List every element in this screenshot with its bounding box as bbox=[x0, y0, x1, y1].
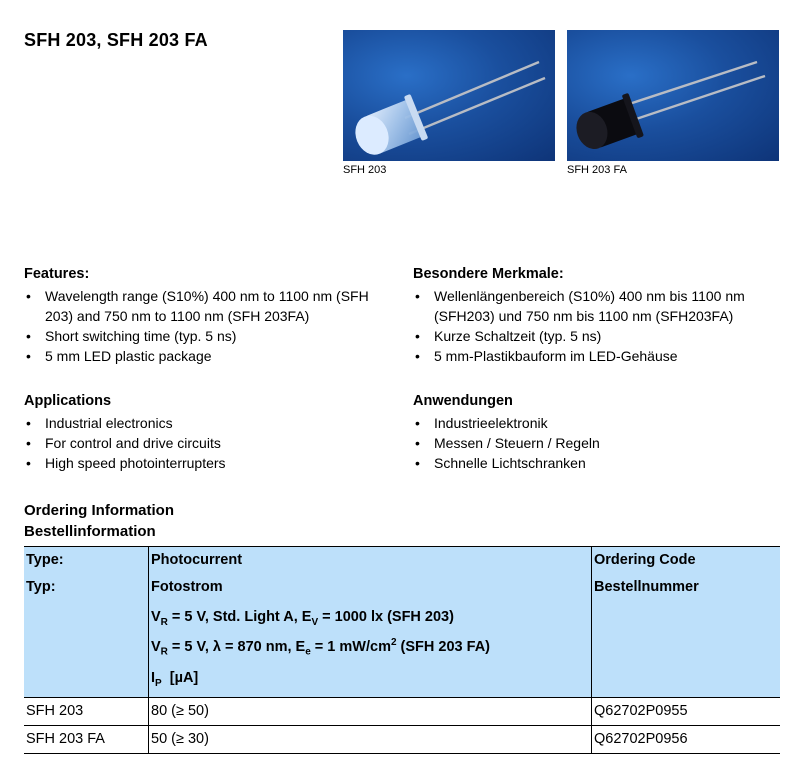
list-item: • For control and drive circuits bbox=[24, 433, 394, 453]
clear-led-icon bbox=[343, 30, 555, 161]
table-row bbox=[24, 725, 780, 753]
page-title: SFH 203, SFH 203 FA bbox=[24, 30, 208, 50]
ordering-table bbox=[24, 546, 780, 754]
header-photocurrent-en: Photocurrent bbox=[151, 552, 243, 568]
ordering-heading-en: Ordering Information bbox=[24, 502, 174, 519]
list-item: • Messen / Steuern / Regeln bbox=[413, 433, 788, 453]
list-item: • Industrieelektronik bbox=[413, 413, 788, 433]
type-cell: SFH 203 bbox=[24, 697, 149, 725]
list-item: • 5 mm-Plastikbauform im LED-Gehäuse bbox=[413, 346, 788, 366]
merkmale-heading: Besondere Merkmale: bbox=[413, 266, 564, 282]
merkmale-list bbox=[413, 286, 788, 366]
list-item: • Short switching time (typ. 5 ns) bbox=[24, 326, 394, 346]
ordering-heading-de: Bestellinformation bbox=[24, 523, 156, 540]
list-item: • Schnelle Lichtschranken bbox=[413, 453, 788, 473]
applications-heading: Applications bbox=[24, 393, 112, 409]
header-code-cell bbox=[592, 547, 781, 698]
list-item: • Wavelength range (S10%) 400 nm to 1100 nm (SFH 203) and 750 nm to 1100 nm (SFH 203FA) bbox=[24, 286, 394, 326]
list-item: • High speed photointerrupters bbox=[24, 453, 394, 473]
list-item: • Wellenlängenbereich (S10%) 400 nm bis 1100 nm (SFH203) und 750 nm bis 1100 nm (SFH203FA) bbox=[413, 286, 788, 326]
photo-caption-sfh203: SFH 203 bbox=[343, 164, 387, 176]
applications-list bbox=[24, 413, 394, 473]
header-type-de: Typ: bbox=[26, 579, 56, 595]
black-led-icon bbox=[567, 30, 779, 161]
table-row bbox=[24, 697, 780, 725]
condition-sfh203fa: $V_R = 5$ V, λ = 870 nm, $E_e = 1$ $mW/cm^2$ (SFH 203 FA) bbox=[151, 636, 490, 658]
ordering-code-cell: Q62702P0955 bbox=[592, 697, 781, 725]
list-item: • 5 mm LED plastic package bbox=[24, 346, 394, 366]
photo-caption-sfh203fa: SFH 203 FA bbox=[567, 164, 627, 176]
photocurrent-cell: 80 (≥ 50) bbox=[149, 697, 592, 725]
anwendungen-heading: Anwendungen bbox=[413, 393, 513, 409]
product-photo-sfh203fa bbox=[567, 30, 779, 161]
ordering-heading bbox=[24, 500, 174, 542]
header-code-de: Bestellnummer bbox=[594, 579, 699, 595]
header-type-en: Type: bbox=[26, 552, 64, 568]
header-code-en: Ordering Code bbox=[594, 552, 696, 568]
type-cell: SFH 203 FA bbox=[24, 725, 149, 753]
list-item: • Industrial electronics bbox=[24, 413, 394, 433]
anwendungen-list bbox=[413, 413, 788, 473]
table-header-row bbox=[24, 547, 780, 698]
header-photocurrent-de: Fotostrom bbox=[151, 579, 223, 595]
ordering-code-cell: Q62702P0956 bbox=[592, 725, 781, 753]
photocurrent-cell: 50 (≥ 30) bbox=[149, 725, 592, 753]
header-type-cell bbox=[24, 547, 149, 698]
condition-sfh203: $V_R = 5$ V, Std. Light A, $E_V = 1000$ lx (SFH 203) bbox=[151, 609, 454, 628]
features-heading: Features: bbox=[24, 266, 90, 282]
features-list bbox=[24, 286, 394, 366]
list-item: • Kurze Schaltzeit (typ. 5 ns) bbox=[413, 326, 788, 346]
header-photocurrent-cell bbox=[149, 547, 592, 698]
header-ip-unit: $I_P$ [µA] bbox=[151, 669, 199, 689]
product-photo-sfh203 bbox=[343, 30, 555, 161]
